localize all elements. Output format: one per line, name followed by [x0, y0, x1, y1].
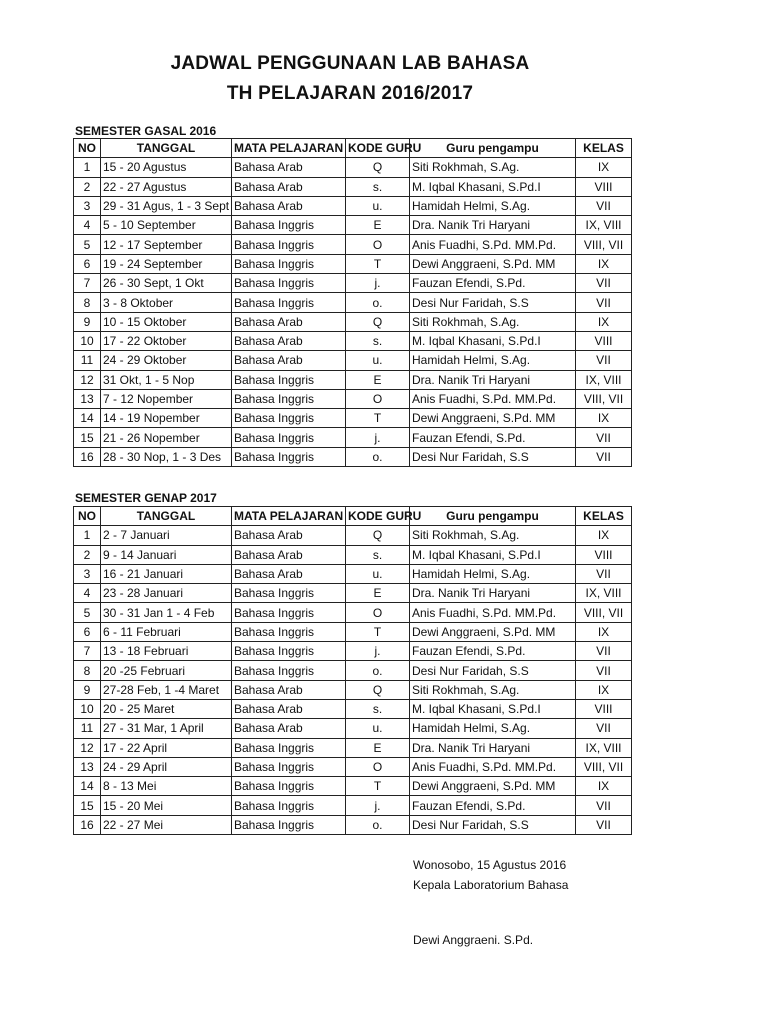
table-row — [74, 777, 632, 796]
kelas-cell: VII — [576, 642, 632, 661]
tanggal-cell: 29 - 31 Agus, 1 - 3 Sept — [101, 196, 232, 215]
no-cell: 13 — [74, 757, 101, 776]
kelas-cell: VII — [576, 428, 632, 447]
table-row — [74, 738, 632, 757]
no-cell: 16 — [74, 447, 101, 466]
guru-cell: Anis Fuadhi, S.Pd. MM.Pd. — [410, 757, 576, 776]
mapel-cell: Bahasa Inggris — [232, 603, 346, 622]
tanggal-cell: 20 -25 Februari — [101, 661, 232, 680]
kelas-cell: VII — [576, 196, 632, 215]
no-cell: 12 — [74, 370, 101, 389]
mapel-cell: Bahasa Inggris — [232, 757, 346, 776]
header-kelas: KELAS — [576, 139, 632, 158]
kode-guru-cell: u. — [346, 719, 410, 738]
guru-cell: Dewi Anggraeni, S.Pd. MM — [410, 622, 576, 641]
no-cell: 13 — [74, 389, 101, 408]
no-cell: 11 — [74, 719, 101, 738]
no-cell: 7 — [74, 642, 101, 661]
kelas-cell: IX, VIII — [576, 216, 632, 235]
guru-cell: Anis Fuadhi, S.Pd. MM.Pd. — [410, 235, 576, 254]
table-row — [74, 545, 632, 564]
tanggal-cell: 27 - 31 Mar, 1 April — [101, 719, 232, 738]
no-cell: 10 — [74, 699, 101, 718]
mapel-cell: Bahasa Inggris — [232, 428, 346, 447]
guru-cell: Dewi Anggraeni, S.Pd. MM — [410, 254, 576, 273]
semester-genap-label: SEMESTER GENAP 2017 — [75, 491, 217, 505]
header-kode-guru: KODE GURU — [346, 139, 410, 158]
kode-guru-cell: Q — [346, 680, 410, 699]
no-cell: 4 — [74, 584, 101, 603]
mapel-cell: Bahasa Arab — [232, 312, 346, 331]
kode-guru-cell: O — [346, 235, 410, 254]
tanggal-cell: 3 - 8 Oktober — [101, 293, 232, 312]
mapel-cell: Bahasa Arab — [232, 545, 346, 564]
header-mata-pelajaran: MATA PELAJARAN — [232, 507, 346, 526]
kelas-cell: IX — [576, 526, 632, 545]
table-row — [74, 216, 632, 235]
guru-cell: M. Iqbal Khasani, S.Pd.I — [410, 177, 576, 196]
no-cell: 5 — [74, 603, 101, 622]
table-row — [74, 661, 632, 680]
no-cell: 4 — [74, 216, 101, 235]
kelas-cell: IX — [576, 777, 632, 796]
table-row — [74, 622, 632, 641]
table-row — [74, 196, 632, 215]
mapel-cell: Bahasa Arab — [232, 196, 346, 215]
mapel-cell: Bahasa Inggris — [232, 274, 346, 293]
tanggal-cell: 16 - 21 Januari — [101, 564, 232, 583]
kelas-cell: VII — [576, 796, 632, 815]
no-cell: 5 — [74, 235, 101, 254]
table-row — [74, 757, 632, 776]
mapel-cell: Bahasa Inggris — [232, 254, 346, 273]
kode-guru-cell: T — [346, 409, 410, 428]
tanggal-cell: 19 - 24 September — [101, 254, 232, 273]
table-row — [74, 409, 632, 428]
guru-cell: Dra. Nanik Tri Haryani — [410, 216, 576, 235]
table-row — [74, 447, 632, 466]
tanggal-cell: 5 - 10 September — [101, 216, 232, 235]
kelas-cell: IX, VIII — [576, 584, 632, 603]
table-row — [74, 815, 632, 834]
no-cell: 3 — [74, 564, 101, 583]
kelas-cell: IX — [576, 409, 632, 428]
guru-cell: Hamidah Helmi, S.Ag. — [410, 351, 576, 370]
mapel-cell: Bahasa Arab — [232, 680, 346, 699]
guru-cell: Dewi Anggraeni, S.Pd. MM — [410, 409, 576, 428]
header-kode-guru: KODE GURU — [346, 507, 410, 526]
kelas-cell: VII — [576, 564, 632, 583]
mapel-cell: Bahasa Inggris — [232, 447, 346, 466]
tanggal-cell: 31 Okt, 1 - 5 Nop — [101, 370, 232, 389]
tanggal-cell: 23 - 28 Januari — [101, 584, 232, 603]
guru-cell: Fauzan Efendi, S.Pd. — [410, 428, 576, 447]
tanggal-cell: 15 - 20 Agustus — [101, 158, 232, 177]
guru-cell: Dewi Anggraeni, S.Pd. MM — [410, 777, 576, 796]
no-cell: 6 — [74, 254, 101, 273]
no-cell: 2 — [74, 545, 101, 564]
no-cell: 12 — [74, 738, 101, 757]
kode-guru-cell: s. — [346, 545, 410, 564]
tanggal-cell: 10 - 15 Oktober — [101, 312, 232, 331]
table-row — [74, 351, 632, 370]
document-title: JADWAL PENGGUNAAN LAB BAHASA — [170, 53, 530, 74]
kode-guru-cell: u. — [346, 351, 410, 370]
kode-guru-cell: T — [346, 622, 410, 641]
kelas-cell: IX, VIII — [576, 370, 632, 389]
mapel-cell: Bahasa Inggris — [232, 389, 346, 408]
tanggal-cell: 20 - 25 Maret — [101, 699, 232, 718]
table-row — [74, 564, 632, 583]
guru-cell: Hamidah Helmi, S.Ag. — [410, 196, 576, 215]
header-no: NO — [74, 507, 101, 526]
table-row — [74, 680, 632, 699]
kode-guru-cell: j. — [346, 796, 410, 815]
kelas-cell: VII — [576, 447, 632, 466]
kelas-cell: IX — [576, 254, 632, 273]
guru-cell: Dra. Nanik Tri Haryani — [410, 370, 576, 389]
kelas-cell: VIII, VII — [576, 389, 632, 408]
kelas-cell: VII — [576, 351, 632, 370]
kelas-cell: VIII — [576, 331, 632, 350]
guru-cell: M. Iqbal Khasani, S.Pd.I — [410, 699, 576, 718]
no-cell: 7 — [74, 274, 101, 293]
no-cell: 1 — [74, 526, 101, 545]
mapel-cell: Bahasa Inggris — [232, 409, 346, 428]
guru-cell: Siti Rokhmah, S.Ag. — [410, 158, 576, 177]
signature-role: Kepala Laboratorium Bahasa — [413, 878, 569, 892]
table-row — [74, 526, 632, 545]
guru-cell: Desi Nur Faridah, S.S — [410, 447, 576, 466]
no-cell: 9 — [74, 680, 101, 699]
kode-guru-cell: E — [346, 738, 410, 757]
no-cell: 14 — [74, 409, 101, 428]
kode-guru-cell: O — [346, 389, 410, 408]
kelas-cell: VIII — [576, 545, 632, 564]
guru-cell: Anis Fuadhi, S.Pd. MM.Pd. — [410, 389, 576, 408]
kelas-cell: VII — [576, 815, 632, 834]
header-kelas: KELAS — [576, 507, 632, 526]
kode-guru-cell: j. — [346, 642, 410, 661]
tanggal-cell: 2 - 7 Januari — [101, 526, 232, 545]
kode-guru-cell: E — [346, 370, 410, 389]
kelas-cell: IX — [576, 312, 632, 331]
mapel-cell: Bahasa Inggris — [232, 293, 346, 312]
mapel-cell: Bahasa Arab — [232, 351, 346, 370]
table-row — [74, 158, 632, 177]
table-row — [74, 603, 632, 622]
kode-guru-cell: s. — [346, 331, 410, 350]
kode-guru-cell: o. — [346, 447, 410, 466]
tanggal-cell: 13 - 18 Februari — [101, 642, 232, 661]
tanggal-cell: 27-28 Feb, 1 -4 Maret — [101, 680, 232, 699]
mapel-cell: Bahasa Arab — [232, 526, 346, 545]
mapel-cell: Bahasa Arab — [232, 719, 346, 738]
no-cell: 11 — [74, 351, 101, 370]
document-subtitle: TH PELAJARAN 2016/2017 — [226, 83, 474, 104]
table-row — [74, 274, 632, 293]
tanggal-cell: 7 - 12 Nopember — [101, 389, 232, 408]
guru-cell: Desi Nur Faridah, S.S — [410, 293, 576, 312]
tanggal-cell: 9 - 14 Januari — [101, 545, 232, 564]
tanggal-cell: 26 - 30 Sept, 1 Okt — [101, 274, 232, 293]
mapel-cell: Bahasa Inggris — [232, 796, 346, 815]
mapel-cell: Bahasa Arab — [232, 331, 346, 350]
guru-cell: Anis Fuadhi, S.Pd. MM.Pd. — [410, 603, 576, 622]
header-mata-pelajaran: MATA PELAJARAN — [232, 139, 346, 158]
mapel-cell: Bahasa Inggris — [232, 661, 346, 680]
table-row — [74, 254, 632, 273]
kode-guru-cell: s. — [346, 177, 410, 196]
no-cell: 9 — [74, 312, 101, 331]
guru-cell: Siti Rokhmah, S.Ag. — [410, 680, 576, 699]
no-cell: 15 — [74, 428, 101, 447]
kode-guru-cell: j. — [346, 428, 410, 447]
signature-place-date: Wonosobo, 15 Agustus 2016 — [413, 858, 567, 872]
kelas-cell: VII — [576, 661, 632, 680]
guru-cell: Dra. Nanik Tri Haryani — [410, 584, 576, 603]
guru-cell: Fauzan Efendi, S.Pd. — [410, 796, 576, 815]
mapel-cell: Bahasa Inggris — [232, 738, 346, 757]
table-header-row — [74, 139, 632, 158]
kode-guru-cell: u. — [346, 564, 410, 583]
kode-guru-cell: O — [346, 757, 410, 776]
kode-guru-cell: T — [346, 777, 410, 796]
kode-guru-cell: j. — [346, 274, 410, 293]
kode-guru-cell: Q — [346, 526, 410, 545]
mapel-cell: Bahasa Inggris — [232, 777, 346, 796]
signature-name: Dewi Anggraeni. S.Pd. — [413, 933, 534, 947]
no-cell: 10 — [74, 331, 101, 350]
kode-guru-cell: o. — [346, 661, 410, 680]
kode-guru-cell: o. — [346, 815, 410, 834]
kelas-cell: VIII, VII — [576, 603, 632, 622]
kelas-cell: IX — [576, 158, 632, 177]
kode-guru-cell: u. — [346, 196, 410, 215]
guru-cell: Hamidah Helmi, S.Ag. — [410, 564, 576, 583]
guru-cell: Fauzan Efendi, S.Pd. — [410, 274, 576, 293]
guru-cell: Desi Nur Faridah, S.S — [410, 661, 576, 680]
kelas-cell: VIII, VII — [576, 235, 632, 254]
table-row — [74, 235, 632, 254]
table-header-row — [74, 507, 632, 526]
table-row — [74, 370, 632, 389]
table-row — [74, 699, 632, 718]
kode-guru-cell: E — [346, 216, 410, 235]
table-row — [74, 642, 632, 661]
tanggal-cell: 17 - 22 Oktober — [101, 331, 232, 350]
kode-guru-cell: E — [346, 584, 410, 603]
no-cell: 1 — [74, 158, 101, 177]
table-row — [74, 177, 632, 196]
no-cell: 8 — [74, 661, 101, 680]
table-row — [74, 719, 632, 738]
mapel-cell: Bahasa Inggris — [232, 370, 346, 389]
mapel-cell: Bahasa Inggris — [232, 642, 346, 661]
mapel-cell: Bahasa Arab — [232, 699, 346, 718]
guru-cell: M. Iqbal Khasani, S.Pd.I — [410, 545, 576, 564]
header-guru-pengampu: Guru pengampu — [410, 139, 576, 158]
no-cell: 6 — [74, 622, 101, 641]
table-row — [74, 584, 632, 603]
tanggal-cell: 6 - 11 Februari — [101, 622, 232, 641]
guru-cell: Fauzan Efendi, S.Pd. — [410, 642, 576, 661]
table-row — [74, 331, 632, 350]
tanggal-cell: 12 - 17 September — [101, 235, 232, 254]
tanggal-cell: 14 - 19 Nopember — [101, 409, 232, 428]
guru-cell: Hamidah Helmi, S.Ag. — [410, 719, 576, 738]
semester-gasal-label: SEMESTER GASAL 2016 — [75, 124, 217, 138]
guru-cell: M. Iqbal Khasani, S.Pd.I — [410, 331, 576, 350]
header-no: NO — [74, 139, 101, 158]
schedule-table-genap — [73, 506, 632, 835]
mapel-cell: Bahasa Inggris — [232, 584, 346, 603]
mapel-cell: Bahasa Arab — [232, 177, 346, 196]
schedule-table-gasal — [73, 138, 632, 467]
kode-guru-cell: T — [346, 254, 410, 273]
kode-guru-cell: O — [346, 603, 410, 622]
mapel-cell: Bahasa Inggris — [232, 216, 346, 235]
table-row — [74, 389, 632, 408]
kelas-cell: IX, VIII — [576, 738, 632, 757]
tanggal-cell: 24 - 29 Oktober — [101, 351, 232, 370]
table-row — [74, 796, 632, 815]
tanggal-cell: 28 - 30 Nop, 1 - 3 Des — [101, 447, 232, 466]
kode-guru-cell: Q — [346, 158, 410, 177]
kelas-cell: VIII, VII — [576, 757, 632, 776]
table-row — [74, 428, 632, 447]
tanggal-cell: 24 - 29 April — [101, 757, 232, 776]
tanggal-cell: 30 - 31 Jan 1 - 4 Feb — [101, 603, 232, 622]
no-cell: 14 — [74, 777, 101, 796]
kode-guru-cell: o. — [346, 293, 410, 312]
guru-cell: Siti Rokhmah, S.Ag. — [410, 526, 576, 545]
guru-cell: Dra. Nanik Tri Haryani — [410, 738, 576, 757]
no-cell: 3 — [74, 196, 101, 215]
kelas-cell: IX — [576, 622, 632, 641]
no-cell: 8 — [74, 293, 101, 312]
kelas-cell: VII — [576, 719, 632, 738]
kelas-cell: VIII — [576, 699, 632, 718]
mapel-cell: Bahasa Arab — [232, 158, 346, 177]
header-guru-pengampu: Guru pengampu — [410, 507, 576, 526]
guru-cell: Desi Nur Faridah, S.S — [410, 815, 576, 834]
kelas-cell: IX — [576, 680, 632, 699]
tanggal-cell: 17 - 22 April — [101, 738, 232, 757]
tanggal-cell: 8 - 13 Mei — [101, 777, 232, 796]
mapel-cell: Bahasa Inggris — [232, 815, 346, 834]
table-row — [74, 293, 632, 312]
kelas-cell: VII — [576, 293, 632, 312]
mapel-cell: Bahasa Inggris — [232, 622, 346, 641]
kelas-cell: VII — [576, 274, 632, 293]
tanggal-cell: 22 - 27 Mei — [101, 815, 232, 834]
guru-cell: Siti Rokhmah, S.Ag. — [410, 312, 576, 331]
tanggal-cell: 21 - 26 Nopember — [101, 428, 232, 447]
table-row — [74, 312, 632, 331]
no-cell: 16 — [74, 815, 101, 834]
no-cell: 2 — [74, 177, 101, 196]
mapel-cell: Bahasa Arab — [232, 564, 346, 583]
tanggal-cell: 15 - 20 Mei — [101, 796, 232, 815]
kode-guru-cell: Q — [346, 312, 410, 331]
kelas-cell: VIII — [576, 177, 632, 196]
tanggal-cell: 22 - 27 Agustus — [101, 177, 232, 196]
header-tanggal: TANGGAL — [101, 139, 232, 158]
mapel-cell: Bahasa Inggris — [232, 235, 346, 254]
header-tanggal: TANGGAL — [101, 507, 232, 526]
kode-guru-cell: s. — [346, 699, 410, 718]
no-cell: 15 — [74, 796, 101, 815]
